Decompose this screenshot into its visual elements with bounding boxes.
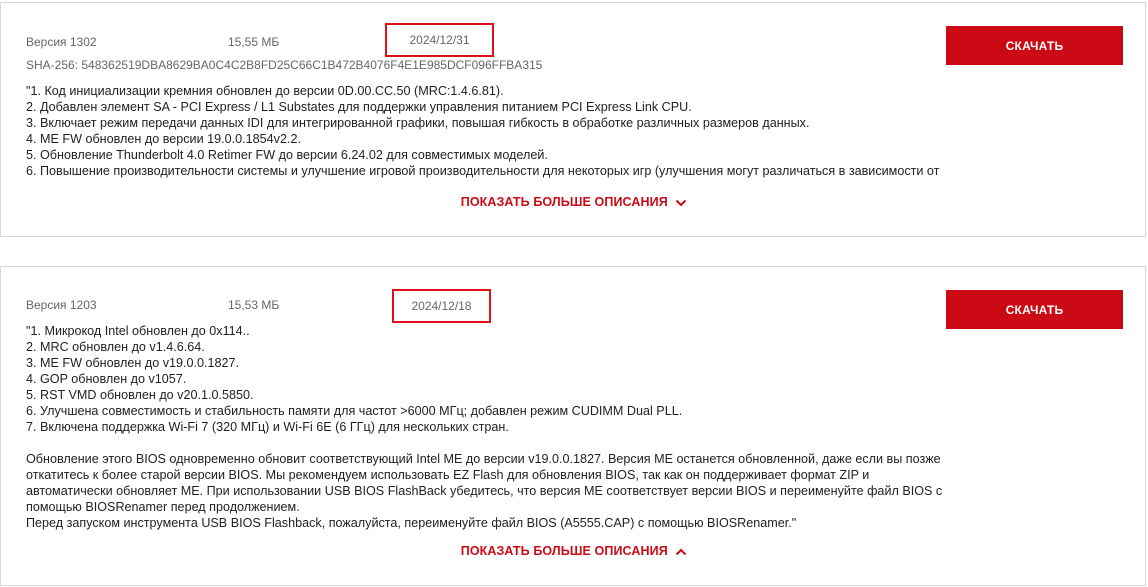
release-note-line: 2. MRC обновлен до v1.4.6.64. xyxy=(26,340,205,354)
version-label: Версия 1203 xyxy=(26,298,97,312)
release-note-line: Перед запуском инструмента USB BIOS Flashback, пожалуйста, переименуйте файл BIOS (A5555.CAP) с помощью BIOSRenamer." xyxy=(26,516,797,530)
release-note-line: 7. Включена поддержка Wi-Fi 7 (320 МГц) и Wi-Fi 6E (6 ГГц) для нескольких стран. xyxy=(26,420,509,434)
download-button[interactable]: СКАЧАТЬ xyxy=(946,26,1123,65)
release-note-line: 6. Улучшена совместимость и стабильность памяти для частот >6000 МГц; добавлен режим CUDIMM Dual PLL. xyxy=(26,404,683,418)
file-size: 15,53 МБ xyxy=(228,298,280,312)
chevron-down-icon xyxy=(675,198,687,208)
release-note-line: 5. Обновление Thunderbolt 4.0 Retimer FW до версии 6.24.02 для совместимых моделей. xyxy=(26,148,548,162)
release-note-line: помощью BIOSRenamer перед продолжением. xyxy=(26,500,300,514)
show-less-description-button[interactable] xyxy=(1,544,1147,558)
sha256-checksum: SHA-256: 548362519DBA8629BA0C4C2B8FD25C66C1B472B4076F4E1E985DCF096FFBA315 xyxy=(26,58,543,72)
release-date: 2024/12/18 xyxy=(411,299,472,313)
release-date-highlight xyxy=(385,23,494,57)
show-more-label: ПОКАЗАТЬ БОЛЬШЕ ОПИСАНИЯ xyxy=(460,544,668,558)
release-note-spacer xyxy=(26,435,946,451)
release-note-line: 6. Повышение производительности системы и улучшение игровой производительности для некоторых игр (улучшения могут различаться в зависимости от xyxy=(26,164,940,178)
release-note-line: "1. Микрокод Intel обновлен до 0x114.. xyxy=(26,324,250,338)
release-note-line: 5. RST VMD обновлен до v20.1.0.5850. xyxy=(26,388,254,402)
release-note-line: 4. GOP обновлен до v1057. xyxy=(26,372,187,386)
show-more-label: ПОКАЗАТЬ БОЛЬШЕ ОПИСАНИЯ xyxy=(460,195,668,209)
release-note-line: 4. ME FW обновлен до версии 19.0.0.1854v2.2. xyxy=(26,132,301,146)
version-label: Версия 1302 xyxy=(26,35,97,49)
download-button[interactable]: СКАЧАТЬ xyxy=(946,290,1123,329)
chevron-up-icon xyxy=(675,547,687,557)
release-note-line: 3. ME FW обновлен до v19.0.0.1827. xyxy=(26,356,240,370)
file-size: 15,55 МБ xyxy=(228,35,280,49)
release-note-line: "1. Код инициализации кремния обновлен до версии 0D.00.CC.50 (MRC:1.4.6.81). xyxy=(26,84,504,98)
release-note-line: откатитесь к более старой версии BIOS. Мы рекомендуем использовать EZ Flash для обновления BIOS, так как он поддерживает формат ZIP и xyxy=(26,468,870,482)
release-date-highlight xyxy=(392,289,491,323)
release-note-line: 2. Добавлен элемент SA - PCI Express / L1 Substates для поддержки управления питанием PCI Express Link CPU. xyxy=(26,100,692,114)
release-note-line: 3. Включает режим передачи данных IDI для интегрированной графики, повышая гибкость в обработке различных размеров данных. xyxy=(26,116,810,130)
release-note-line: автоматически обновляет ME. При использовании USB BIOS FlashBack убедитесь, что версия ME соответствует версии BIOS и переименуйте файл BIOS с xyxy=(26,484,943,498)
release-note-line: Обновление этого BIOS одновременно обновит соответствующий Intel ME до версии v19.0.0.1827. Версия ME останется обновленной, даже если вы позже xyxy=(26,452,941,466)
release-date: 2024/12/31 xyxy=(409,33,470,47)
show-more-description-button[interactable] xyxy=(1,195,1147,209)
bios-entry-1203 xyxy=(0,266,1146,586)
release-notes xyxy=(26,323,946,535)
bios-entry-1302 xyxy=(0,2,1146,237)
release-notes xyxy=(26,83,946,179)
